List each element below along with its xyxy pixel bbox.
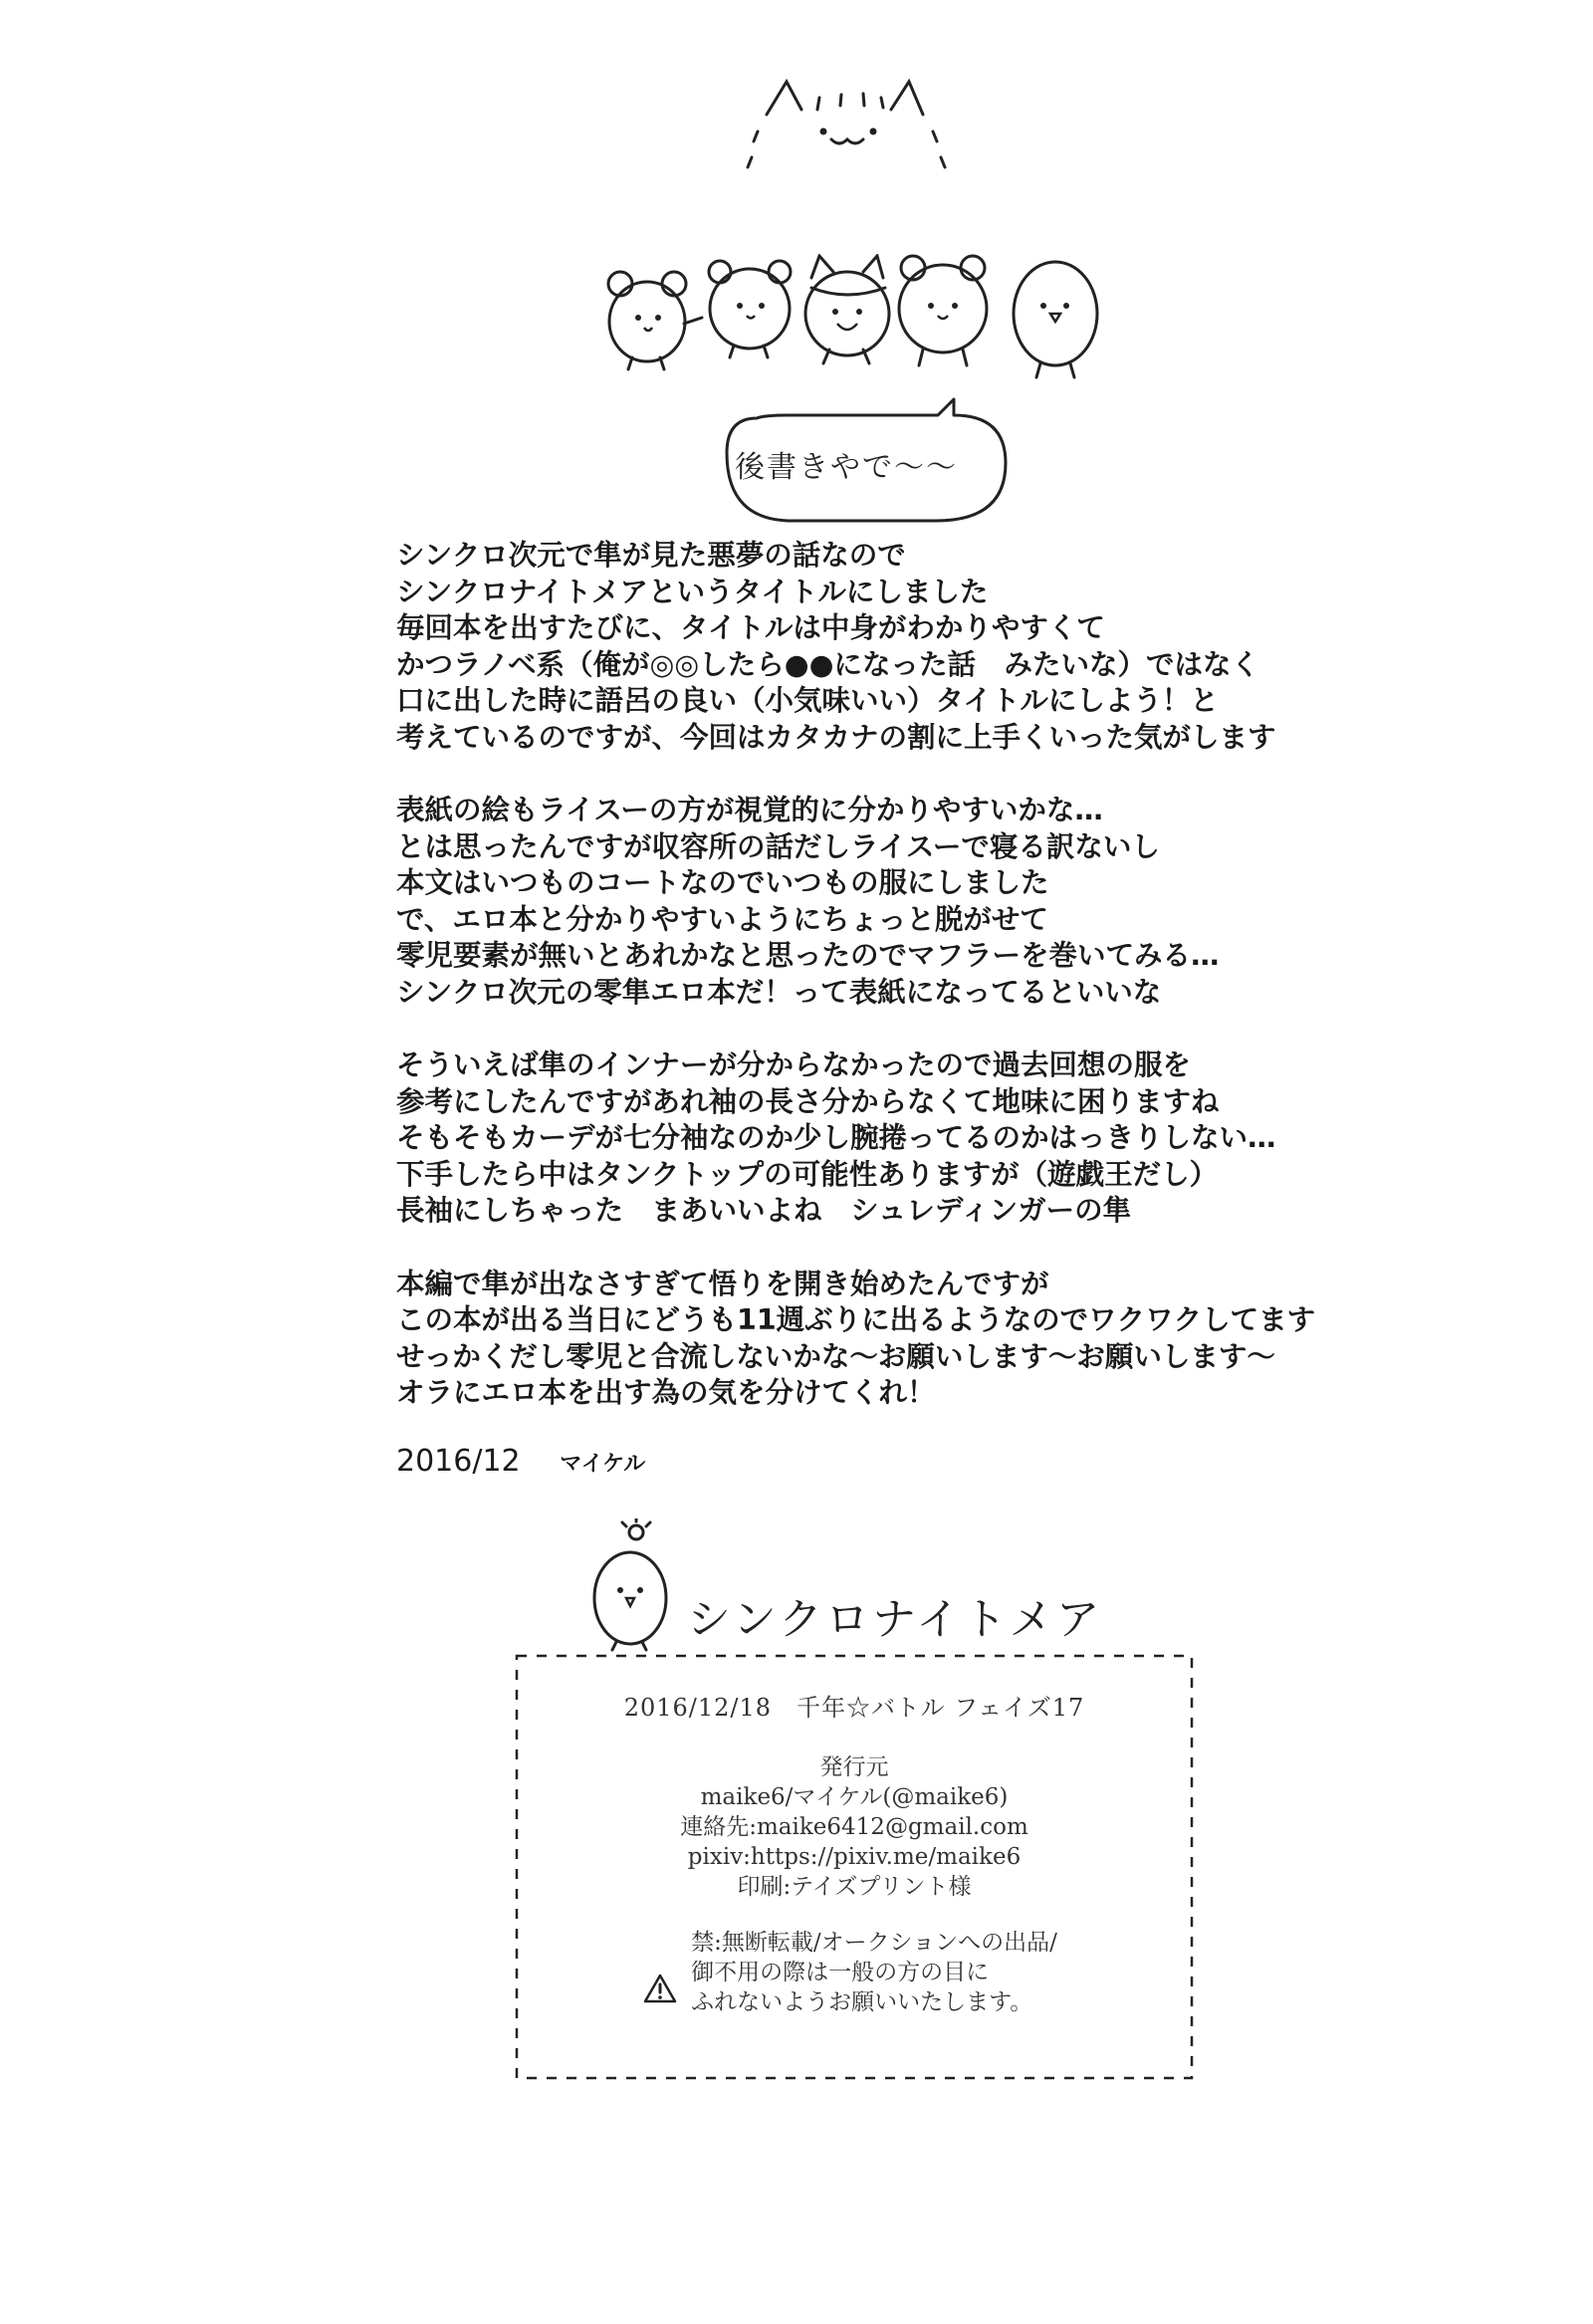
colophon-title: シンクロナイトメア [687, 1594, 1103, 1645]
colophon-warning-line: ふれないようお願いいたします。 [691, 1989, 1033, 2015]
afterword-date: 2016/12 [396, 1444, 521, 1479]
afterword-body [396, 538, 1332, 1449]
colophon-warning-line: 禁:無断転載/オークションへの出品/ [691, 1930, 1057, 1956]
afterword-paragraph-1 [396, 538, 1332, 756]
afterword-line: シンクロ次元の零隼エロ本だ！って表紙になってるといいな [396, 975, 1162, 1009]
afterword-line: 参考にしたんですがあれ袖の長さ分からなくて地味に困りますね [396, 1084, 1220, 1118]
afterword-line: 本編で隼が出なさすぎて悟りを開き始めたんですが [396, 1267, 1049, 1300]
animals-doodle-icon [602, 254, 1160, 383]
afterword-paragraph-4 [396, 1267, 1332, 1412]
colophon-contact: 連絡先:maike6412@gmail.com [680, 1814, 1028, 1840]
afterword-line: 下手したら中はタンクトップの可能性ありますが（遊戯王だし） [396, 1157, 1219, 1191]
afterword-line: 毎回本を出すたびに、タイトルは中身がわかりやすくて [396, 611, 1105, 644]
warning-icon [643, 1974, 677, 2003]
chick-lightbulb-icon [582, 1518, 682, 1653]
afterword-line: シンクロナイトメアというタイトルにしました [396, 575, 989, 608]
colophon-publisher-group [514, 1752, 1195, 1902]
colophon-publisher: maike6/マイケル(@maike6) [700, 1784, 1009, 1810]
colophon-publisher-label: 発行元 [819, 1754, 889, 1780]
colophon-printer: 印刷:テイズプリント様 [737, 1874, 972, 1900]
afterword-line: 長袖にしちゃった まあいいよね シュレディンガーの隼 [396, 1194, 1132, 1227]
afterword-line: 考えているのですが、今回はカタカナの割に上手くいった気がします [396, 720, 1276, 754]
afterword-author: マイケル [560, 1452, 646, 1477]
colophon-warning-line: 御不用の際は一般の方の目に [691, 1960, 990, 1985]
afterword-line: 口に出した時に語呂の良い（小気味いい）タイトルにしよう！と [396, 684, 1219, 717]
colophon-warnings [651, 1928, 1057, 2017]
cat-doodle-icon [732, 70, 961, 179]
afterword-line: かつラノベ系（俺が◎◎したら●●になった話 みたいな）ではなく [396, 647, 1259, 681]
afterword-paragraph-3 [396, 1047, 1332, 1230]
colophon-event: 2016/12/18 千年☆バトル フェイズ17 [623, 1694, 1085, 1722]
afterword-line: 表紙の絵もライスーの方が視覚的に分かりやすいかな… [396, 794, 1103, 826]
afterword-line: 本文はいつものコートなのでいつもの服にしました [396, 866, 1049, 899]
afterword-line: とは思ったんですが収容所の話だしライスーで寝る訳ないし [396, 829, 1160, 863]
afterword-line: シンクロ次元で隼が見た悪夢の話なので [396, 539, 906, 572]
afterword-line: 零児要素が無いとあれかなと思ったのでマフラーを巻いてみる… [396, 939, 1220, 972]
afterword-paragraph-2 [396, 793, 1332, 1011]
afterword-line: この本が出る当日にどうも11週ぶりに出るようなのでワクワクしてます [396, 1303, 1316, 1336]
bubble-text: 後書きやで〜〜 [735, 450, 958, 485]
afterword-line: そもそもカーデが七分袖なのか少し腕捲ってるのかはっきりしない… [396, 1121, 1276, 1154]
afterword-line: そういえば隼のインナーが分からなかったので過去回想の服を [396, 1048, 1192, 1081]
afterword-signature [396, 1444, 645, 1479]
afterword-line: で、エロ本と分かりやすいようにちょっと脱がせて [396, 902, 1048, 936]
colophon-content [514, 1693, 1195, 2017]
colophon-box [514, 1653, 1195, 2081]
colophon-pixiv: pixiv:https://pixiv.me/maike6 [687, 1844, 1022, 1870]
afterword-line: オラにエロ本を出す為の気を分けてくれ！ [396, 1376, 936, 1409]
afterword-line: せっかくだし零児と合流しないかな〜お願いします〜お願いします〜 [396, 1339, 1275, 1373]
